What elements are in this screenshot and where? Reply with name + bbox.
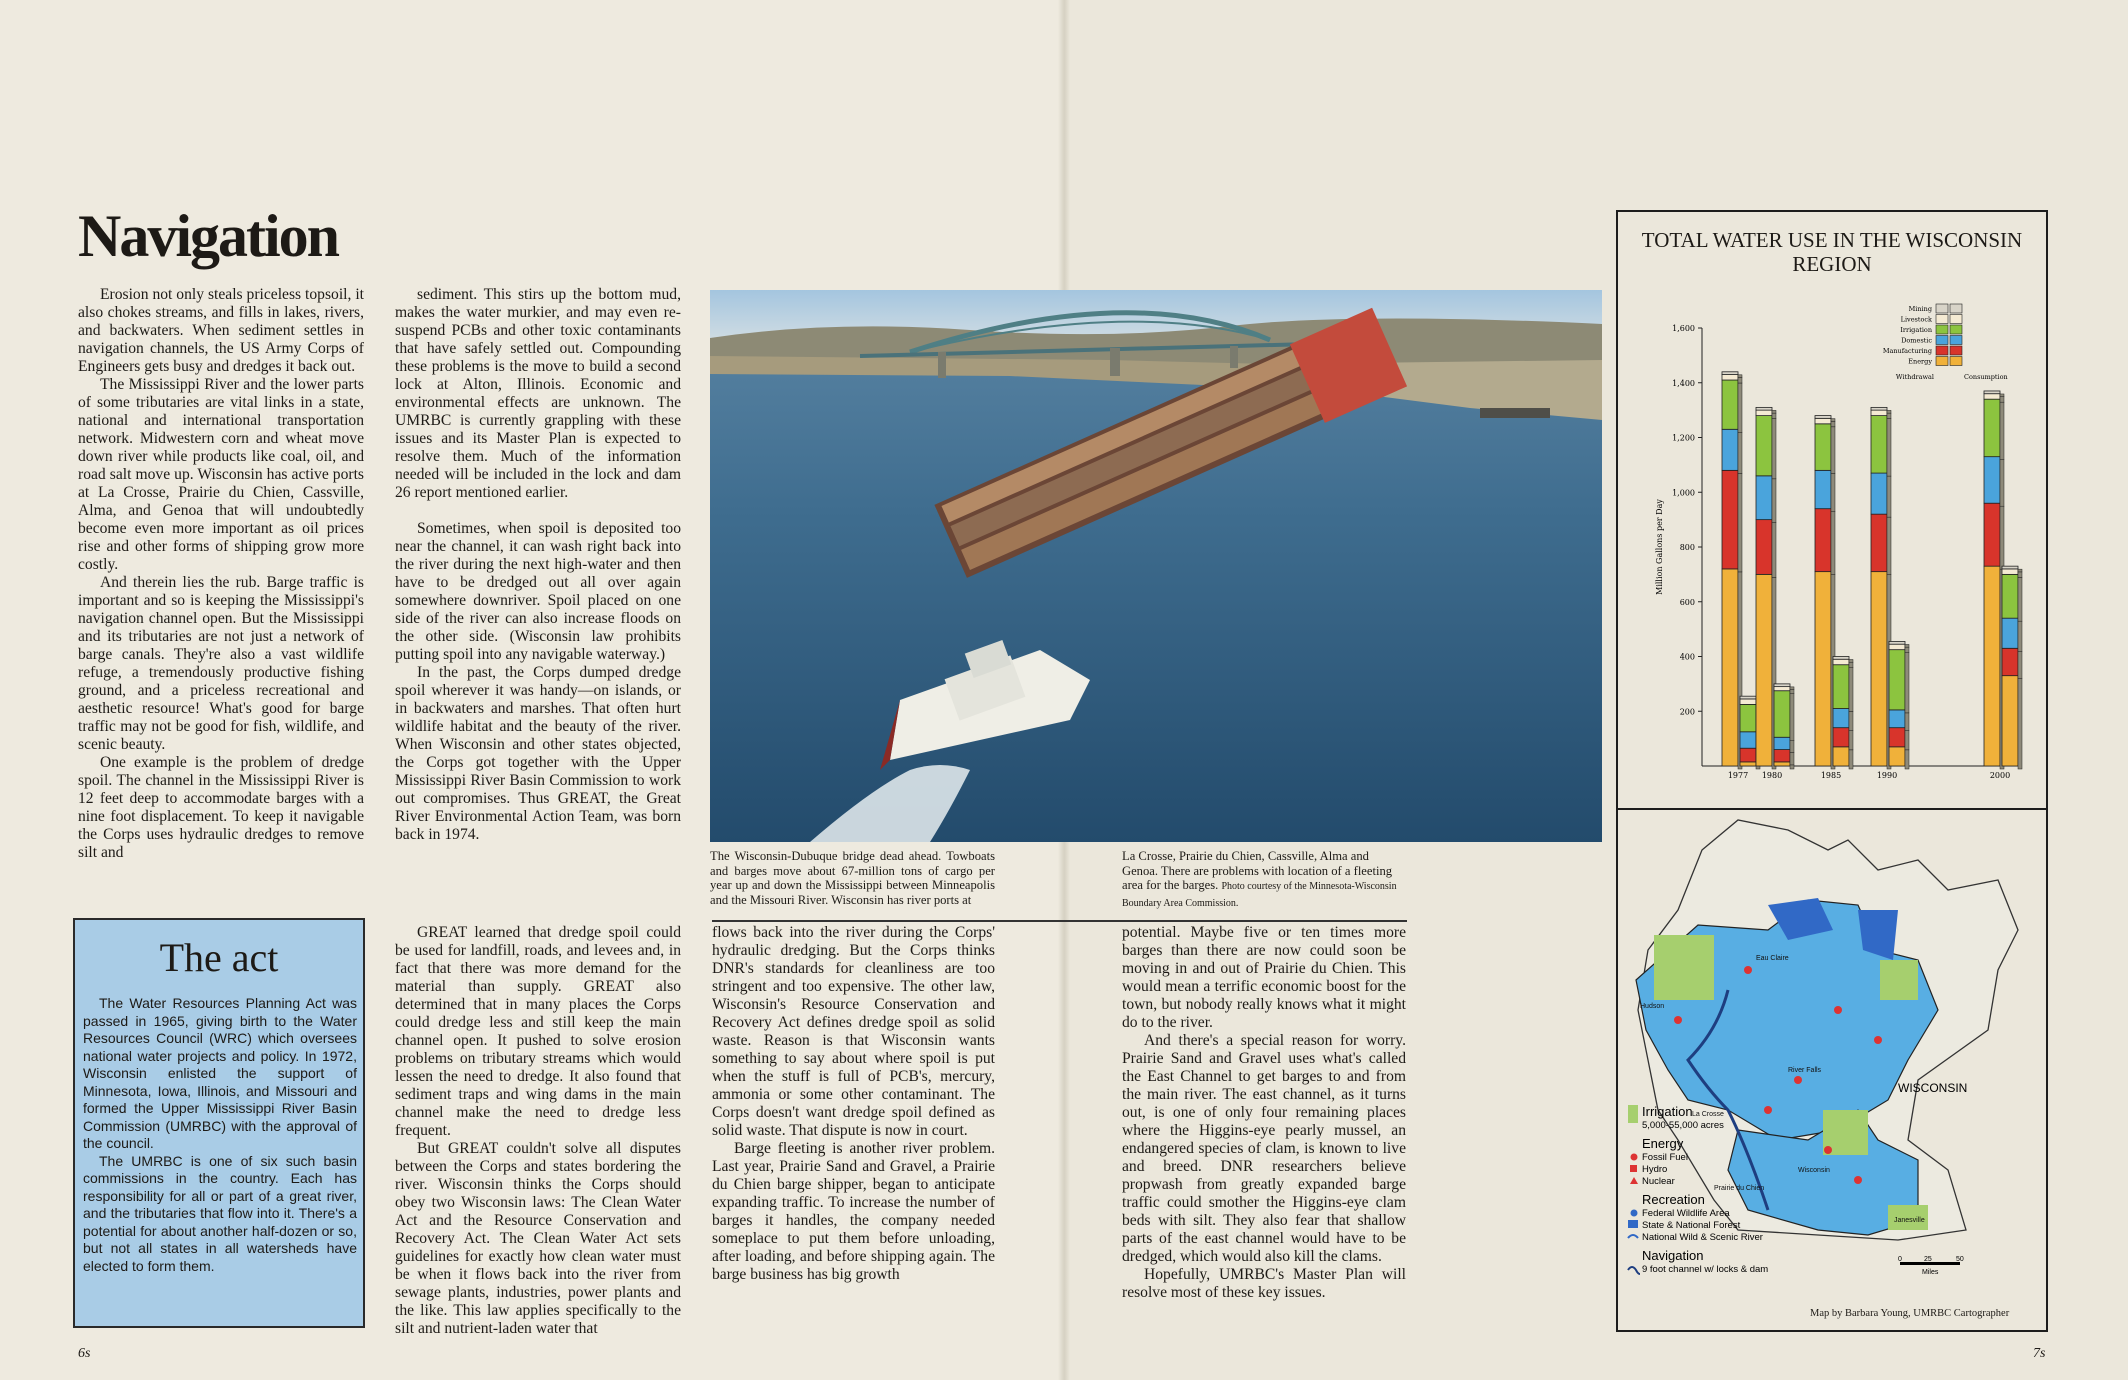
bar-segment [2002, 676, 2018, 766]
bar-segment [1722, 470, 1738, 569]
bar-side [1790, 740, 1794, 752]
y-tick-label: 1,400 [1672, 378, 1695, 388]
sidebar-paragraph: The UMRBC is one of six such basin commissions in the country. Each has responsibility for all or part of a great river, and the tributaries that flow into it. There's a potential for about another half-dozen or so, but not all states in all watersheds have elected to form them. [83, 1152, 357, 1274]
bar-side [1772, 410, 1776, 413]
hydro-icon [1630, 1165, 1637, 1172]
bar-side [1790, 753, 1794, 765]
place-label: Janesville [1894, 1217, 1925, 1224]
chart-title: TOTAL WATER USE IN THE WISCONSIN REGION [1641, 228, 2023, 276]
legend-swatch [1936, 357, 1948, 366]
legend-navigation: Navigation [1642, 1248, 1704, 1263]
bar-segment [2002, 569, 2018, 574]
bar-side [1772, 479, 1776, 523]
bar-segment [1889, 710, 1905, 728]
bar-segment [1722, 569, 1738, 766]
legend-swatch [1936, 325, 1948, 334]
y-tick-label: 1,000 [1672, 488, 1695, 498]
bar-side [2000, 402, 2004, 459]
irrigation-swatch [1628, 1105, 1638, 1123]
fossil-fuel-icon [1631, 1154, 1638, 1161]
legend-swatch [1950, 357, 1962, 366]
bar-segment [1722, 429, 1738, 470]
bar-side [2018, 572, 2022, 577]
article-title: Navigation [78, 203, 339, 269]
bar-side [1849, 662, 1853, 667]
legend-swatch [1950, 346, 1962, 355]
bar-side [2000, 506, 2004, 569]
bar-side [1849, 660, 1853, 663]
page-number-left: 6s [78, 1346, 91, 1361]
bar-segment [1889, 650, 1905, 710]
bar-segment [1740, 732, 1756, 748]
place-label: River Falls [1788, 1067, 1822, 1074]
paragraph: But GREAT couldn't solve all disputes between the Corps and states bordering the river. Wisconsin thinks the Corps should obey two Wisconsin laws: The Clean Water Act and the Resource Conservation and Recovery Act. The Clean Water Act sets guidelines for exactly how clean water must be when it flows back into the river from sewage plants, industries, power plants and the like. This law applies specifically to the silt and nutrient-laden water that [395, 1140, 681, 1337]
x-tick-label: 1977 [1727, 771, 1749, 780]
bar-segment [1756, 407, 1772, 410]
bar-segment [1871, 407, 1887, 410]
legend-swatch [1950, 315, 1962, 324]
legend-swatch [1936, 304, 1948, 313]
bar-segment [1889, 747, 1905, 766]
bar-segment [1984, 503, 2000, 566]
bar-side [1849, 712, 1853, 731]
bar-side [2018, 651, 2022, 678]
bar-side [1831, 419, 1835, 422]
paragraph: potential. Maybe five or ten times more barges than there are now could soon be moving in and out of Prairie du Chien. This would mean a terrific economic boost for the town, but nobody really knows what it might do to the river. [1122, 924, 1406, 1031]
bar-segment [1889, 641, 1905, 644]
bar-side [2018, 621, 2022, 651]
legend-hydro: Hydro [1642, 1164, 1668, 1175]
bar-side [1887, 517, 1891, 574]
bar-segment [1722, 372, 1738, 375]
sidebar-paragraph: The Water Resources Planning Act was passed in 1965, giving birth to the Water Resources Council (WRC) which oversees national water projects and policy. In 1972, Wisconsin enlisted the support of Minnesota, Iowa, Illinois, and Missouri and formed the Upper Mississippi River Basin Commission (UMRBC) with the approval of the council. [83, 995, 357, 1151]
legend-nuclear: Nuclear [1642, 1176, 1675, 1187]
legend-label: Livestock [1900, 315, 1932, 324]
bar-side [1738, 375, 1742, 378]
bar-segment [1774, 691, 1790, 738]
bar-segment [1815, 572, 1831, 766]
bar-side [1831, 427, 1835, 474]
photo-caption-left: The Wisconsin-Dubuque bridge dead ahead. Towboats and barges move about 67-million tons of cargo per year up and down the Mississippi between Minneapolis and the Missouri River. Wisconsin has river ports at [710, 849, 995, 907]
bar-segment [1984, 566, 2000, 766]
bar-side [1738, 383, 1742, 432]
legend-label: Domestic [1901, 336, 1932, 345]
legend-scenic: National Wild & Scenic River [1642, 1232, 1763, 1243]
bar-segment [1984, 457, 2000, 504]
bar-segment [1871, 410, 1887, 415]
bar-side [1772, 523, 1776, 578]
bar-side [1905, 647, 1909, 652]
bar-side [1831, 473, 1835, 511]
text-column-5 [1122, 924, 1406, 1302]
bar-segment [2002, 648, 2018, 675]
map-credit: Map by Barbara Young, UMRBC Cartographer [1810, 1308, 2010, 1319]
bar-segment [1984, 391, 2000, 394]
legend-consumption: Consumption [1964, 373, 2008, 381]
bar-side [1738, 432, 1742, 473]
paragraph: Sometimes, when spoil is deposited too near the channel, it can wash right back into the river during the next high-water and then have to be dredged out all over again somewhere downriver. Spoil placed on one side of the river can also increase floods on the other side. (Wisconsin law prohibits putting spoil into any navigable waterway.) [395, 520, 681, 663]
sidebar-body [75, 995, 363, 1275]
bar-segment [1756, 410, 1772, 415]
bar-side [1887, 476, 1891, 517]
y-tick-label: 800 [1679, 543, 1695, 552]
bar-side [2000, 460, 2004, 507]
bar-segment [1774, 750, 1790, 762]
bar-segment [1815, 424, 1831, 471]
place-label: Eau Claire [1756, 955, 1789, 962]
legend-wildlife: Federal Wildlife Area [1642, 1208, 1730, 1219]
legend-swatch [1936, 336, 1948, 345]
bar-segment [1774, 684, 1790, 687]
bar-segment [1833, 728, 1849, 747]
photo-illustration [710, 290, 1602, 842]
bar-side [1831, 512, 1835, 575]
bar-segment [1833, 659, 1849, 664]
bar-side [2018, 569, 2022, 572]
bar-segment [1871, 572, 1887, 766]
bar-segment [1815, 418, 1831, 423]
bar-side [1790, 687, 1794, 690]
bar-segment [1774, 762, 1790, 766]
bar-segment [1774, 737, 1790, 749]
legend-energy: Energy [1642, 1136, 1684, 1151]
paragraph: And therein lies the rub. Barge traffic is important and so is keeping the Mississippi's navigation channel open. But the Mississippi and its tributaries are not just a network of barge canals. They're also a vast wildlife refuge, a tremendously productive fishing ground, and a priceless recreational and aesthetic resource! What's good for barge traffic may not be good for fish, wildlife, and scenic beauty. [78, 574, 364, 753]
forest-icon [1628, 1220, 1638, 1228]
paragraph: The Mississippi River and the lower parts of some tributaries are vital links in a state, national and international transportation network. Midwestern corn and wheat move down river while products like coal, oil, and road salt move up. Wisconsin has active ports at La Crosse, Prairie du Chien, Cassville, Alma, and Genoa that will undoubtedly become even more important as oil prices rise and other forms of shipping grow more costly. [78, 376, 364, 573]
legend-fossil: Fossil Fuel [1642, 1152, 1688, 1163]
place-label: Hudson [1640, 1003, 1665, 1010]
bar-side [1790, 694, 1794, 741]
bar-segment [1889, 644, 1905, 649]
legend-irrigation-sub: 5,000-55,000 acres [1642, 1120, 1724, 1131]
bar-side [1738, 473, 1742, 572]
bar-side [2000, 397, 2004, 402]
legend-withdrawal: Withdrawal [1895, 373, 1934, 381]
y-tick-label: 200 [1679, 707, 1695, 717]
bar-side [1772, 413, 1776, 418]
scale-tick: 0 [1898, 1256, 1902, 1263]
bar-segment [1815, 416, 1831, 419]
paragraph: Barge fleeting is another river problem. Last year, Prairie Sand and Gravel, a Prairie du Chien barge shipper, began to anticipate expanding traffic. To increase the number of barges it handles, the company needed someplace to put them before unloading, after loading, and before shipping again. The barge business has big growth [712, 1140, 995, 1283]
bar-side [1738, 378, 1742, 383]
bar-side [1887, 413, 1891, 418]
bar-side [1905, 750, 1909, 769]
bar-segment [1984, 399, 2000, 456]
y-tick-label: 400 [1679, 652, 1695, 662]
legend-label: Irrigation [1900, 326, 1932, 334]
bar-segment [1756, 520, 1772, 575]
bar-segment [1984, 394, 2000, 399]
text-column-1 [78, 286, 364, 862]
photo-credit: Photo courtesy of the Minnesota-Wisconsin Boundary Area Commission. [1122, 881, 1397, 909]
bar-segment [1833, 657, 1849, 660]
bar-segment [1774, 687, 1790, 691]
sidebar-the-act [73, 918, 365, 1328]
x-tick-label: 1990 [1876, 771, 1898, 780]
bar-side [1790, 765, 1794, 769]
bar-side [2018, 577, 2022, 621]
bar-segment [1871, 514, 1887, 571]
text-column-2 [395, 286, 681, 844]
legend-label: Mining [1908, 305, 1932, 313]
bar-side [1849, 750, 1853, 769]
bar-side [1831, 421, 1835, 426]
legend-swatch [1936, 315, 1948, 324]
bar-segment [1815, 470, 1831, 508]
sidebar-title: The act [159, 935, 279, 980]
caption-rule [712, 920, 1407, 922]
legend-swatch [1950, 304, 1962, 313]
legend-swatch [1950, 336, 1962, 345]
paragraph: One example is the problem of dredge spoil. The channel in the Mississippi River is 12 feet deep to accommodate barges with a nine foot displacement. To keep it navigable the Corps uses hydraulic dredges to remove silt and [78, 754, 364, 861]
bar-side [1905, 731, 1909, 750]
irrigation-area [1654, 935, 1714, 1000]
bar-side [1849, 668, 1853, 712]
y-tick-label: 1,200 [1672, 433, 1695, 443]
water-use-chart [1616, 290, 2044, 790]
bar-segment [1833, 709, 1849, 728]
bar-segment [1722, 375, 1738, 380]
paragraph: Erosion not only steals priceless topsoil, it also chokes streams, and fills in lakes, rivers, and backwaters. When sediment settles in navigation channels, the US Army Corps of Engineers gets busy and dredges it back out. [78, 286, 364, 375]
bar-segment [2002, 618, 2018, 648]
bar-segment [1833, 747, 1849, 766]
page-number-right: 7s [2033, 1346, 2046, 1361]
bar-segment [2002, 566, 2018, 569]
legend-recreation: Recreation [1642, 1192, 1705, 1207]
legend-irrigation: Irrigation [1642, 1104, 1693, 1119]
bar-segment [2002, 574, 2018, 618]
bar-segment [1871, 416, 1887, 473]
place-label: La Crosse [1692, 1111, 1724, 1118]
navigation-icon [1628, 1267, 1640, 1274]
paragraph: In the past, the Corps dumped dredge spoil wherever it was handy—on islands, or in backwaters and marshes. That often hurt wildlife habitat and the beauty of the river. When Wisconsin and other states objected, the Corps got together with the Upper Mississippi River Basin Commission to work out compromises. Thus GREAT, the Great River Environmental Action Team, was born back in 1974. [395, 664, 681, 843]
bar-side [1849, 731, 1853, 750]
place-label: Wisconsin [1798, 1167, 1830, 1174]
paragraph: flows back into the river during the Corps' hydraulic dredging. But the Corps thinks DNR's standards for cleanliness are too stringent and too expensive. The other law, Wisconsin's Resource Conservation and Recovery Act defines dredge spoil as solid waste. Reason is that Wisconsin wants something to say about where spoil is put when the stuff is full of PCB's, mercury, ammonia or some other contaminant. The Corps doesn't want dredge spoil defined as solid waste. That dispute is now in court. [712, 924, 995, 1139]
nuclear-icon [1630, 1177, 1638, 1184]
bar-segment [1740, 696, 1756, 699]
legend-swatch [1950, 325, 1962, 334]
bar-segment [1815, 509, 1831, 572]
text-column-3 [395, 924, 681, 1338]
legend-label: Energy [1908, 357, 1932, 366]
y-axis-label: Million Gallons per Day [1655, 499, 1664, 595]
bar-segment [1740, 704, 1756, 731]
bar-segment [1871, 473, 1887, 514]
bar-side [1905, 653, 1909, 713]
scenic-river-icon [1628, 1235, 1638, 1238]
y-tick-label: 600 [1679, 597, 1695, 607]
text-column-4 [712, 924, 995, 1284]
bar-side [1905, 644, 1909, 647]
bar-side [2000, 394, 2004, 397]
scale-tick: 50 [1956, 1256, 1964, 1263]
legend-forest: State & National Forest [1642, 1220, 1741, 1231]
legend-label: Manufacturing [1882, 347, 1932, 355]
x-tick-label: 2000 [1989, 771, 2011, 780]
paragraph: GREAT learned that dredge spoil could be used for landfill, roads, and levees and, in fact that there was more demand for the material than supply. GREAT also determined that in many places the Corps could dredge less and still keep the main channel open. It pushed to solve erosion problems on tributary streams which would lessen the need to dredge. It also found that sediment traps and wing dams in the main channel make the need to dredge less frequent. [395, 924, 681, 1139]
caption-text: La Crosse, Prairie du Chien, Cassville, Alma and Genoa. There are problems with location of a fleeting area for the barges. [1122, 849, 1393, 892]
bar-segment [1756, 416, 1772, 476]
bar-side [1772, 419, 1776, 479]
paragraph: sediment. This stirs up the bottom mud, makes the water murkier, and may even re-suspend PCBs and other toxic contaminants that have safely settled out. Compounding these problems is the move to build a second lock at Alton, Illinois. Economic and environmental effects are unknown. The UMRBC is currently grappling with these issues and its Master Plan is expected to resolve them. Much of the information needed will be included in the lock and dam 26 report mentioned earlier. [395, 286, 681, 501]
scale-miles: Miles [1922, 1269, 1939, 1276]
wildlife-icon [1631, 1210, 1638, 1217]
bar-side [1887, 410, 1891, 413]
x-tick-label: 1985 [1820, 771, 1842, 780]
bar-side [1887, 419, 1891, 476]
photo-caption-right [1122, 849, 1406, 911]
bar-segment [1722, 380, 1738, 429]
bar-segment [1756, 574, 1772, 766]
paragraph: And there's a special reason for worry. Prairie Sand and Gravel uses what's called the East Channel to get barges to and from the main river. The east channel, as it turns out, is one of only four remaining places where the Higgins-eye pearly mussel, an endangered species of clam, is known to live and breed. DNR researchers believe propwash from greatly expanded barge traffic could smother the Higgins-eye clam beds with silt. They also fear that shallow parts of the east channel would have to be dredged, which would also kill the clams. [1122, 1032, 1406, 1265]
state-label: WISCONSIN [1898, 1081, 1968, 1095]
scale-tick: 25 [1924, 1256, 1932, 1263]
river-barge-photo [710, 290, 1602, 842]
bar-segment [1740, 699, 1756, 704]
bar-segment [1756, 476, 1772, 520]
x-tick-label: 1980 [1761, 771, 1783, 780]
bar-segment [1833, 665, 1849, 709]
legend-swatch [1936, 346, 1948, 355]
legend-navigation-sub: 9 foot channel w/ locks & dam [1642, 1264, 1769, 1275]
place-label: Prairie du Chien [1714, 1185, 1765, 1192]
wisconsin-region-map [1618, 810, 2046, 1320]
bar-segment [1740, 748, 1756, 762]
bar-side [1790, 690, 1794, 694]
paragraph: Hopefully, UMRBC's Master Plan will resolve most of these key issues. [1122, 1266, 1406, 1301]
bar-side [2018, 679, 2022, 769]
bar-segment [1740, 762, 1756, 766]
bar-side [1905, 713, 1909, 731]
bar-segment [1889, 728, 1905, 747]
irrigation-area [1880, 960, 1918, 1000]
y-tick-label: 1,600 [1672, 324, 1695, 333]
